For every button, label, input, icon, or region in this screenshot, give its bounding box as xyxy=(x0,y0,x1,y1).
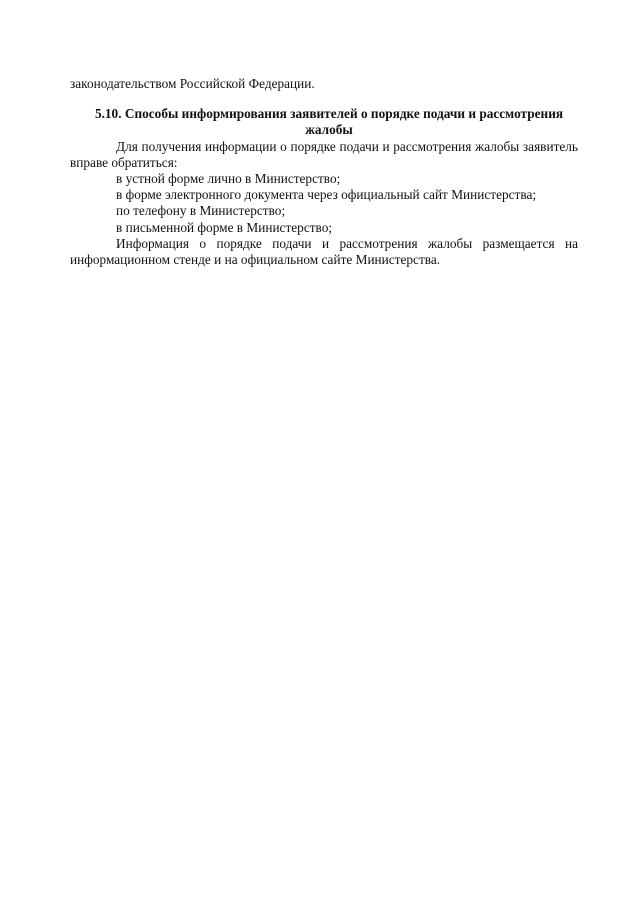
list-item-phone: по телефону в Министерство; xyxy=(116,203,286,219)
section-title: 5.10. Способы информирования заявителей о порядке подачи и рассмотрения жалобы xyxy=(94,106,564,138)
document-body xyxy=(70,76,578,268)
intro-paragraph: Для получения информации о порядке подачи и рассмотрения жалобы заявитель вправе обратиться: xyxy=(70,138,578,170)
closing-paragraph: Информация о порядке подачи и рассмотрения жалобы размещается на информационном стенде и на официальном сайте Министерства. xyxy=(70,235,578,268)
top-line: законодательством Российской Федерации. xyxy=(70,76,315,91)
list-item-written: в письменной форме в Министерство; xyxy=(116,219,333,235)
list-item-oral: в устной форме лично в Министерство; xyxy=(116,171,341,187)
list-item-electronic: в форме электронного документа через официальный сайт Министерства; xyxy=(116,187,537,203)
